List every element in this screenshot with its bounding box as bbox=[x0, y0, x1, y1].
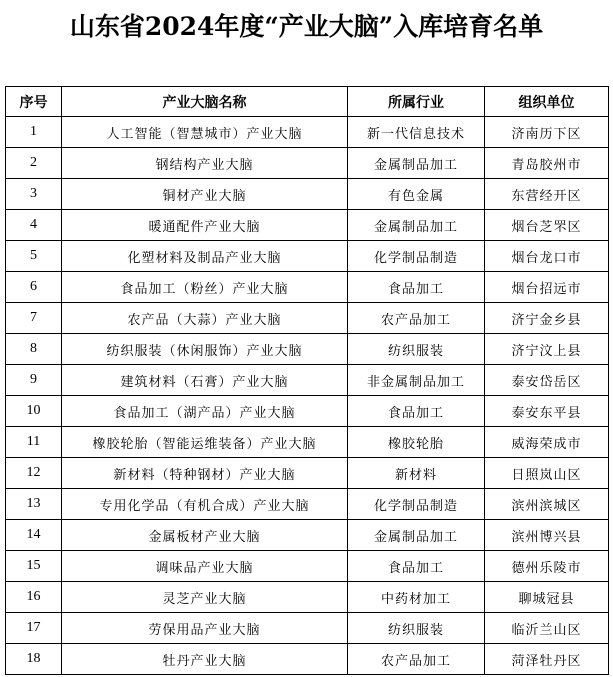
cell-name: 暖通配件产业大脑 bbox=[62, 210, 348, 241]
cell-name: 灵芝产业大脑 bbox=[62, 582, 348, 613]
cell-name: 纺织服装（休闲服饰）产业大脑 bbox=[62, 334, 348, 365]
cell-industry: 食品加工 bbox=[348, 396, 485, 427]
header-name: 产业大脑名称 bbox=[62, 87, 348, 117]
cell-seq: 6 bbox=[6, 272, 62, 303]
cell-unit: 东营经开区 bbox=[485, 179, 609, 210]
cell-seq: 11 bbox=[6, 427, 62, 458]
cell-unit: 济南历下区 bbox=[485, 117, 609, 148]
table-row bbox=[6, 241, 609, 272]
cell-industry: 纺织服装 bbox=[348, 334, 485, 365]
header-unit: 组织单位 bbox=[485, 87, 609, 117]
table-row bbox=[6, 551, 609, 582]
table-header-row bbox=[6, 87, 609, 117]
cell-seq: 1 bbox=[6, 117, 62, 148]
table-row bbox=[6, 396, 609, 427]
cell-industry: 纺织服装 bbox=[348, 613, 485, 644]
cell-industry: 有色金属 bbox=[348, 179, 485, 210]
table-row bbox=[6, 613, 609, 644]
cell-industry: 中药材加工 bbox=[348, 582, 485, 613]
header-seq: 序号 bbox=[6, 87, 62, 117]
table-row bbox=[6, 520, 609, 551]
cell-unit: 泰安东平县 bbox=[485, 396, 609, 427]
cell-industry: 金属制品加工 bbox=[348, 148, 485, 179]
cell-unit: 泰安岱岳区 bbox=[485, 365, 609, 396]
cell-name: 金属板材产业大脑 bbox=[62, 520, 348, 551]
cell-industry: 橡胶轮胎 bbox=[348, 427, 485, 458]
table-row bbox=[6, 334, 609, 365]
cell-industry: 农产品加工 bbox=[348, 303, 485, 334]
cell-seq: 2 bbox=[6, 148, 62, 179]
table-row bbox=[6, 117, 609, 148]
cell-seq: 4 bbox=[6, 210, 62, 241]
cell-seq: 8 bbox=[6, 334, 62, 365]
cell-name: 食品加工（湖产品）产业大脑 bbox=[62, 396, 348, 427]
cell-unit: 德州乐陵市 bbox=[485, 551, 609, 582]
cell-unit: 烟台芝罘区 bbox=[485, 210, 609, 241]
cell-seq: 15 bbox=[6, 551, 62, 582]
cell-seq: 3 bbox=[6, 179, 62, 210]
table-row bbox=[6, 365, 609, 396]
cell-industry: 金属制品加工 bbox=[348, 520, 485, 551]
cell-name: 化塑材料及制品产业大脑 bbox=[62, 241, 348, 272]
page-title: 山东省2024年度“产业大脑”入库培育名单 bbox=[69, 12, 544, 41]
cell-industry: 化学制品制造 bbox=[348, 489, 485, 520]
table-row bbox=[6, 179, 609, 210]
header-industry: 所属行业 bbox=[348, 87, 485, 117]
cell-unit: 烟台招远市 bbox=[485, 272, 609, 303]
cell-unit: 济宁汶上县 bbox=[485, 334, 609, 365]
cell-name: 新材料（特种钢材）产业大脑 bbox=[62, 458, 348, 489]
cell-seq: 9 bbox=[6, 365, 62, 396]
cell-name: 专用化学品（有机合成）产业大脑 bbox=[62, 489, 348, 520]
table-row bbox=[6, 148, 609, 179]
cell-name: 牡丹产业大脑 bbox=[62, 644, 348, 675]
cell-name: 食品加工（粉丝）产业大脑 bbox=[62, 272, 348, 303]
cell-industry: 新一代信息技术 bbox=[348, 117, 485, 148]
cell-seq: 12 bbox=[6, 458, 62, 489]
cell-industry: 食品加工 bbox=[348, 272, 485, 303]
cell-unit: 日照岚山区 bbox=[485, 458, 609, 489]
table-row bbox=[6, 303, 609, 334]
cell-unit: 临沂兰山区 bbox=[485, 613, 609, 644]
cell-name: 建筑材料（石膏）产业大脑 bbox=[62, 365, 348, 396]
cell-industry: 化学制品制造 bbox=[348, 241, 485, 272]
table-row bbox=[6, 582, 609, 613]
roster-table bbox=[5, 86, 609, 675]
cell-seq: 18 bbox=[6, 644, 62, 675]
cell-industry: 非金属制品加工 bbox=[348, 365, 485, 396]
cell-unit: 菏泽牡丹区 bbox=[485, 644, 609, 675]
cell-industry: 食品加工 bbox=[348, 551, 485, 582]
cell-industry: 金属制品加工 bbox=[348, 210, 485, 241]
cell-unit: 烟台龙口市 bbox=[485, 241, 609, 272]
cell-unit: 青岛胶州市 bbox=[485, 148, 609, 179]
cell-unit: 聊城冠县 bbox=[485, 582, 609, 613]
cell-seq: 16 bbox=[6, 582, 62, 613]
cell-unit: 济宁金乡县 bbox=[485, 303, 609, 334]
cell-seq: 7 bbox=[6, 303, 62, 334]
cell-industry: 新材料 bbox=[348, 458, 485, 489]
cell-unit: 滨州滨城区 bbox=[485, 489, 609, 520]
table-row bbox=[6, 210, 609, 241]
cell-seq: 5 bbox=[6, 241, 62, 272]
cell-name: 铜材产业大脑 bbox=[62, 179, 348, 210]
cell-name: 农产品（大蒜）产业大脑 bbox=[62, 303, 348, 334]
cell-seq: 17 bbox=[6, 613, 62, 644]
cell-seq: 14 bbox=[6, 520, 62, 551]
cell-unit: 滨州博兴县 bbox=[485, 520, 609, 551]
table-row bbox=[6, 644, 609, 675]
cell-industry: 农产品加工 bbox=[348, 644, 485, 675]
table-row bbox=[6, 272, 609, 303]
cell-seq: 13 bbox=[6, 489, 62, 520]
cell-name: 劳保用品产业大脑 bbox=[62, 613, 348, 644]
cell-unit: 威海荣成市 bbox=[485, 427, 609, 458]
table-row bbox=[6, 427, 609, 458]
cell-name: 钢结构产业大脑 bbox=[62, 148, 348, 179]
cell-seq: 10 bbox=[6, 396, 62, 427]
cell-name: 橡胶轮胎（智能运维装备）产业大脑 bbox=[62, 427, 348, 458]
cell-name: 调味品产业大脑 bbox=[62, 551, 348, 582]
table-row bbox=[6, 489, 609, 520]
cell-name: 人工智能（智慧城市）产业大脑 bbox=[62, 117, 348, 148]
table-row bbox=[6, 458, 609, 489]
